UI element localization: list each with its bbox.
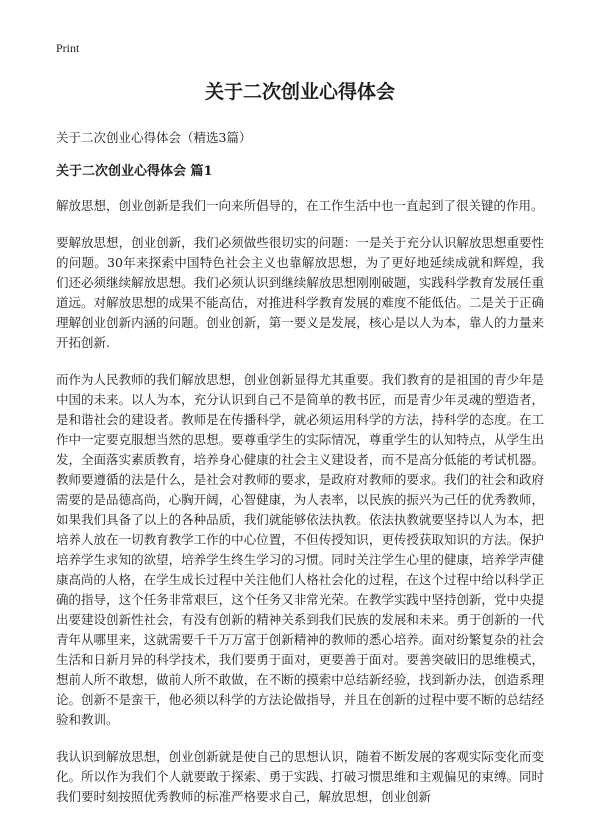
section-heading: 关于二次创业心得体会 篇1 [56,163,213,179]
print-link[interactable]: Print [56,41,80,55]
paragraph-3: 而作为人民教师的我们解放思想，创业创新显得尤其重要。我们教育的是祖国的青少年是中国的未来。以人为本，充分认识到自己不是简单的教书匠，而是青少年灵魂的塑造者，是和谐社会的建设者。教师是在传播科学，就必须运用科学的方法，持科学的态度。在工作中一定要克服想当然的思想。要尊重学生的实际情况，尊重学生的认知特点，从学生出发，全面落实素质教育，培养身心健康的社会主义建设者，而不是高分低能的考试机器。教师要遵循的法是什么，是社会对教师的要求，是政府对教师的要求。我们的社会和政府需要的是品德高尚，心胸开阔，心智健康，为人表率，以民族的振兴为己任的优秀教师，如果我们具备了以上的各种品质，我们就能够依法执教。依法执教就要坚持以人为本，把培养人放在一切教育教学工作的中心位置，不但传授知识，更传授获取知识的方法。保护培养学生求知的欲望，培养学生终生学习的习惯。同时关注学生心里的健康，培养学声健康高尚的人格，在学生成长过程中关注他们人格社会化的过程，在这个过程中给以科学正确的指导，这个任务非常艰巨，这个任务又非常光荣。在教学实践中坚持创新，党中央提出要建设创新性社会，有没有创新的精神关系到我们民族的发展和未来。勇于创新的一代青年从哪里来，这就需要千千万万富于创新精神的教师的悉心培养。面对纷繁复杂的社会生活和日新月异的科学技术，我们要勇于面对，更要善于面对。要善突破旧的思维模式，想前人所不敢想，做前人所不敢做，在不断的摸索中总结新经验，找到新办法，创造系理论。创新不是蛮干，他必须以科学的方法论做指导，并且在创新的过程中要不断的总结经验和教训。 [56,372,544,728]
paragraph-2: 要解放思想，创业创新，我们必须做些很切实的问题：一是关于充分认识解放思想重要性的问题。30年来探索中国特色社会主义也靠解放思想，为了更好地延续成就和辉煌，我们还必须继续解放思想。我们必须认识到继续解放思想刚刚破题，实践科学教育发展任重道远。对解放思想的成果不能高估，对推进科学教育发展的难度不能低估。二是关于正确理解创业创新内涵的问题。创业创新，第一要义是发展，核心是以人为本，靠人的力量来开拓创新. [56,235,544,351]
document-subtitle: 关于二次创业心得体会（精选3篇） [56,129,252,145]
paragraph-4: 我认识到解放思想，创业创新就是使自己的思想认识，随着不断发展的客观实际变化而变化。所以作为我们个人就要敢于探索、勇于实践、打破习惯思维和主观偏见的束缚。同时我们要时刻按照优秀教师的标准严格要求自己，解放思想，创业创新 [56,749,544,805]
document-title: 关于二次创业心得体会 [204,81,395,103]
paragraph-1: 解放思想，创业创新是我们一向来所倡导的，在工作生活中也一直起到了很关键的作用。 [56,198,544,214]
